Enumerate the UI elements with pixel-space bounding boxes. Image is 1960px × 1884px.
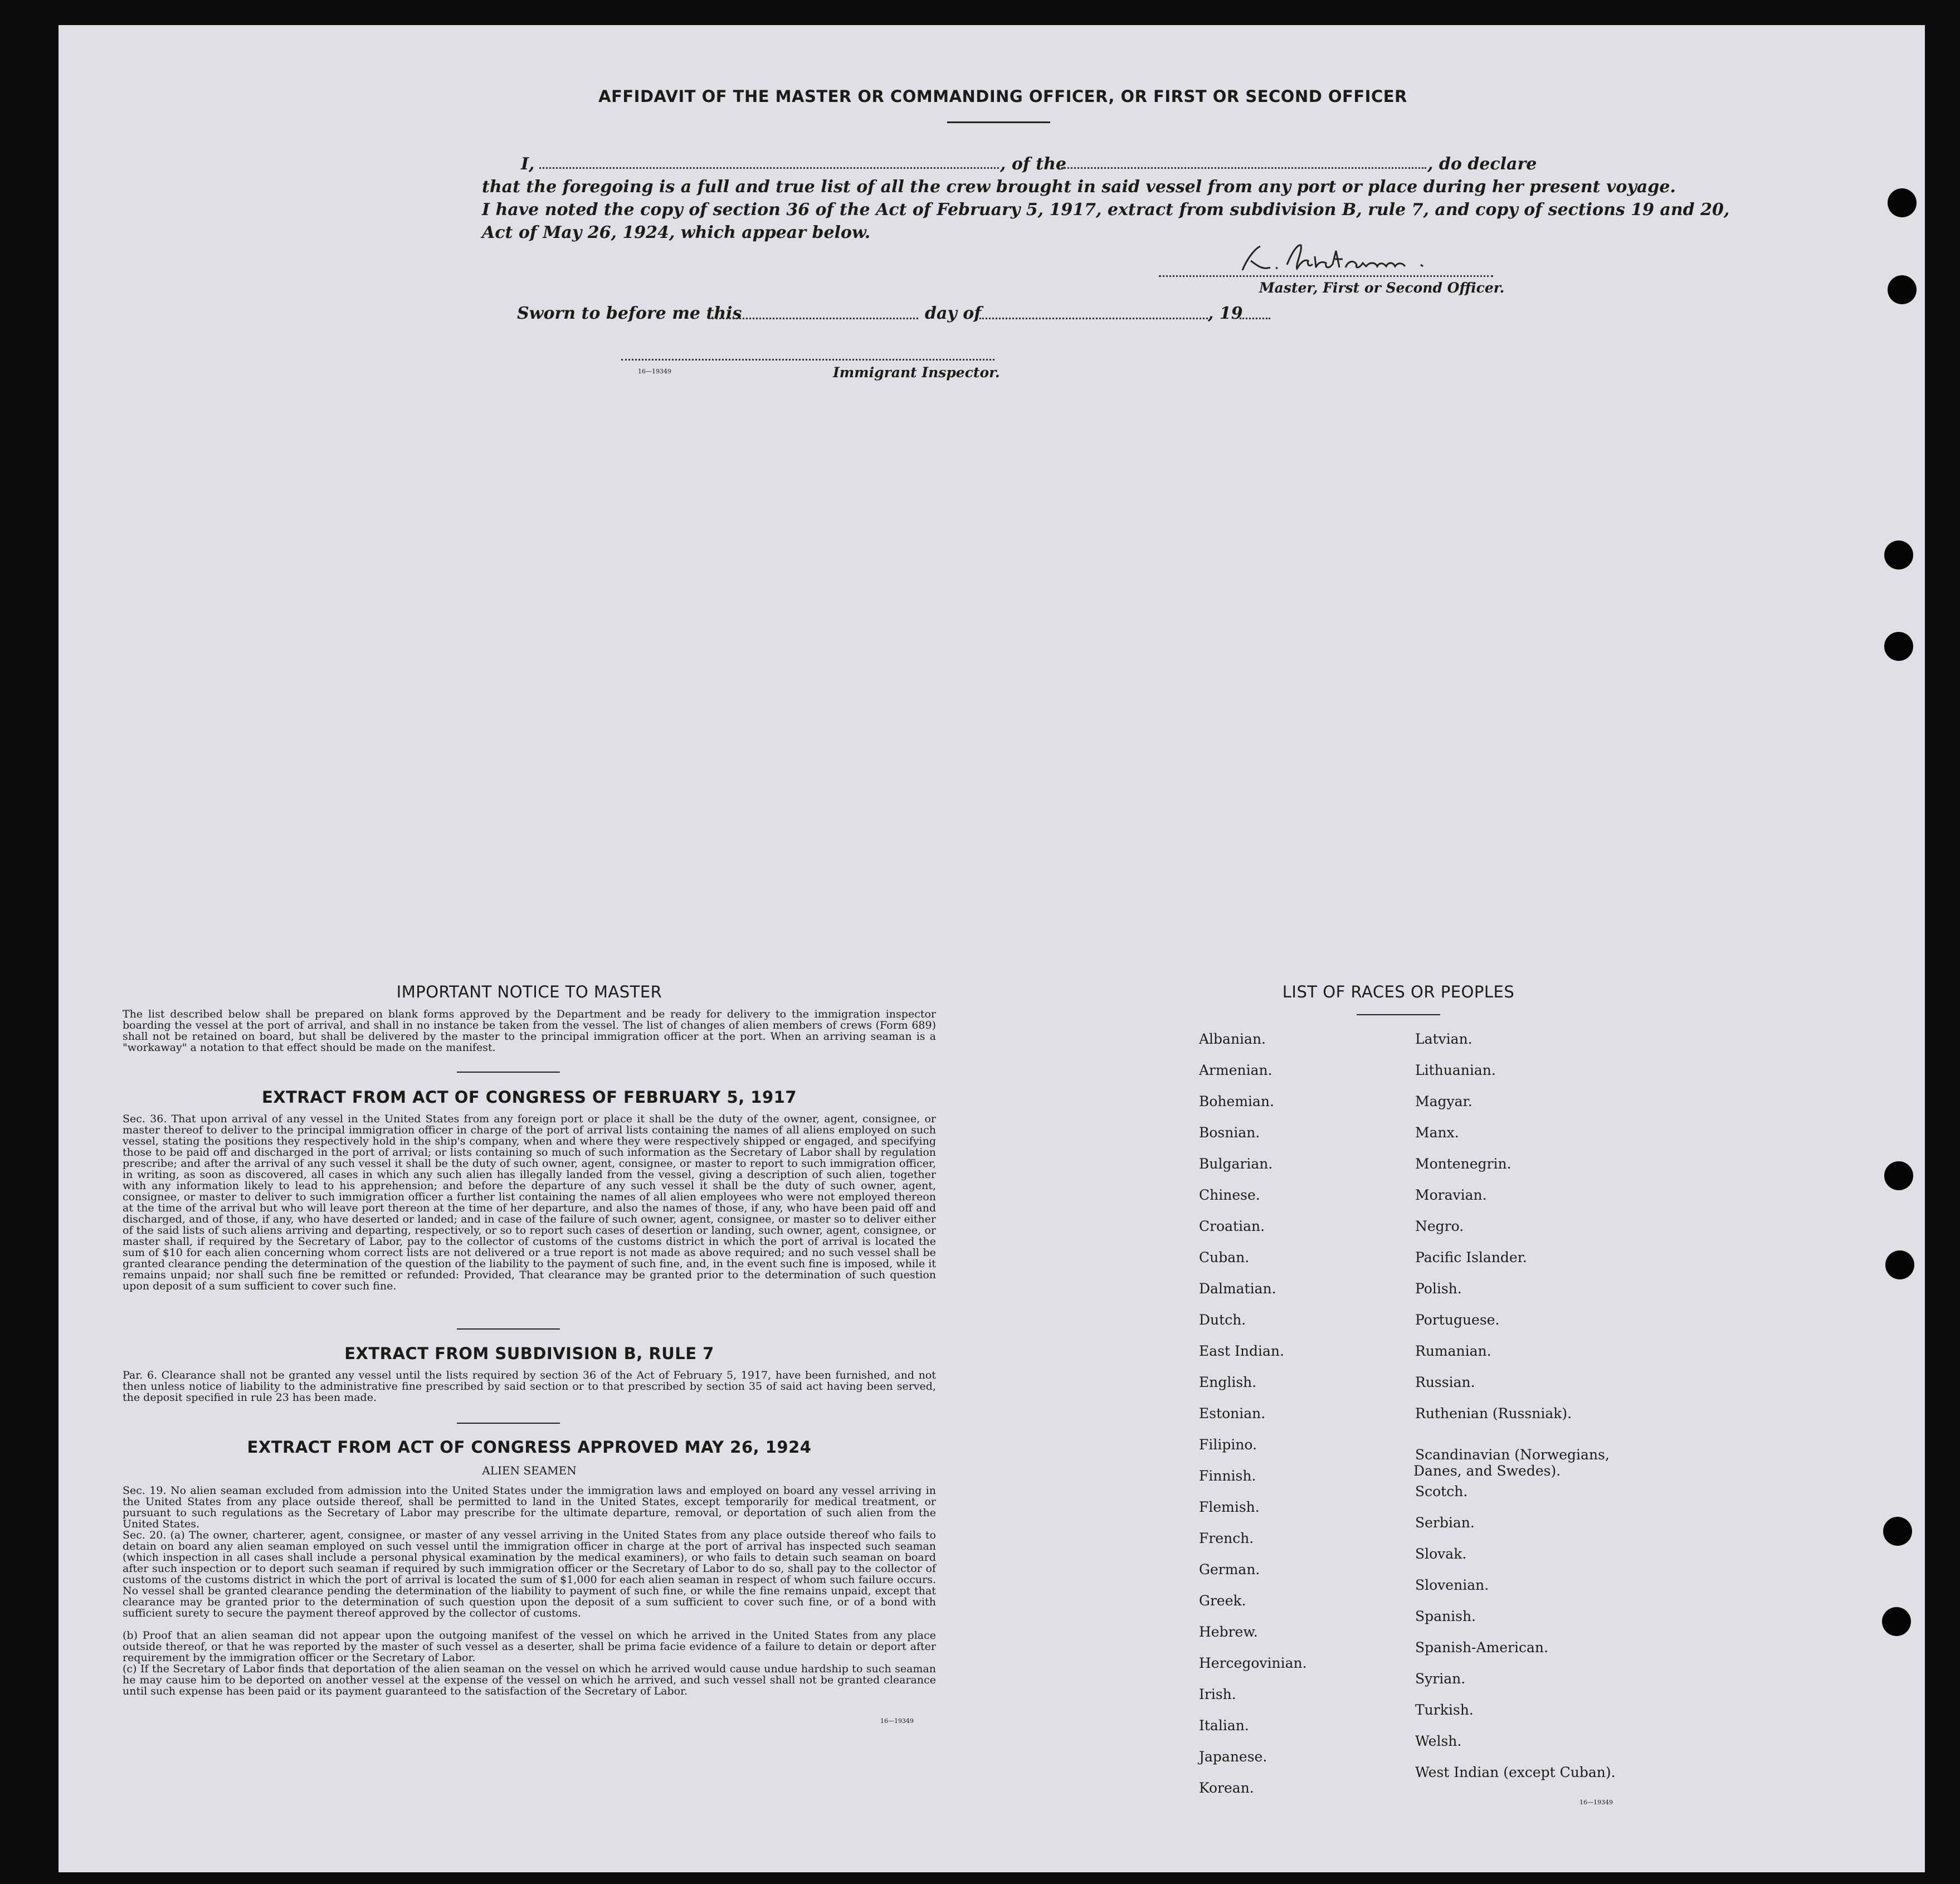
race-item: Dutch.: [1199, 1312, 1246, 1328]
race-item: Estonian.: [1199, 1405, 1266, 1421]
race-item: Syrian.: [1415, 1671, 1466, 1687]
race-item: Bohemian.: [1199, 1093, 1274, 1109]
race-item: Finnish.: [1199, 1468, 1256, 1484]
affidavit-line-3: I have noted the copy of section 36 of the Act of February 5, 1917, extract from subdivision B, rule 7, and copy of sections 19 and 20,: [482, 200, 1730, 220]
extract-form-code: 16—19349: [880, 1717, 914, 1725]
rule7-divider: [457, 1423, 560, 1424]
race-item: Portuguese.: [1415, 1312, 1500, 1328]
master-signature: [1159, 240, 1504, 284]
extract-1917-divider: [457, 1328, 560, 1330]
race-item: Montenegrin.: [1415, 1156, 1512, 1172]
signature-caption: Master, First or Second Officer.: [1259, 280, 1505, 296]
of-the-label: , of the: [1000, 154, 1067, 174]
race-item: Croatian.: [1199, 1218, 1265, 1234]
race-item: Russian.: [1415, 1374, 1475, 1390]
race-item: English.: [1199, 1374, 1257, 1390]
extract-1924-sec20c: (c) If the Secretary of Labor finds that deportation of the alien seaman on the vessel on which he arrived would cause undue hardship to such seaman he may cause him to be deported on another vessel at the expense of the vessel on which he arrived, and such vessel shall not be granted clearance until such expense has been paid or its payment guaranteed to the satisfaction of the Secretary of Labor.: [123, 1663, 936, 1697]
race-item: Rumanian.: [1415, 1343, 1491, 1359]
race-item: Korean.: [1199, 1780, 1254, 1796]
race-item: Albanian.: [1199, 1031, 1266, 1047]
race-item: Latvian.: [1415, 1031, 1473, 1047]
title-divider: [947, 121, 1050, 123]
binder-hole: [1888, 275, 1917, 304]
inspector-caption: Immigrant Inspector.: [833, 364, 1000, 381]
extract-1924-sec20a: Sec. 20. (a) The owner, charterer, agent, consignee, or master of any vessel arriving in the United States from any place outside thereof who fails to detain on board any alien seaman employed on such vessel until the immigration officer in charge at the port of arrival has inspected such seaman (which inspection in all cases shall include a personal physical examination by the medical examiners), or who fails to detain such seaman on board after such inspection or to deport such seaman if required by such immigration officer or the Secretary of Labor to do so, shall pay to the collector of customs of the customs district in which the port of arrival is located the sum of $1,000 for each alien seaman in respect of whom such failure occurs. No vessel shall be granted clearance pending the determination of the liability to payment of such fine, or while the fine remains unpaid, except that clearance may be granted prior to the determination of such question upon the deposit of a sum sufficient to cover such fine, or of a bond with sufficient surety to secure the payment thereof approved by the collector of customs.: [123, 1529, 936, 1619]
race-item: Polish.: [1415, 1281, 1462, 1297]
extract-1924-sec20b: (b) Proof that an alien seaman did not appear upon the outgoing manifest of the vessel on which he arrived in the United States from any place outside thereof, or that he was reported by the master of such vessel as a deserter, shall be prima facie evidence of a failure to detain or deport after requirement by the immigration officer or the Secretary of Labor.: [123, 1629, 936, 1664]
binder-hole: [1884, 541, 1913, 569]
race-item: Lithuanian.: [1415, 1062, 1496, 1078]
race-item: Hercegovinian.: [1199, 1655, 1307, 1671]
race-item: Ruthenian (Russniak).: [1415, 1405, 1572, 1421]
vessel-blank-line: [1061, 167, 1426, 169]
race-item: Negro.: [1415, 1218, 1464, 1234]
race-item: Manx.: [1415, 1124, 1459, 1141]
signature-line: [1159, 275, 1493, 277]
sworn-day-blank: [712, 318, 918, 319]
sworn-label: Sworn to before me this: [517, 304, 742, 323]
race-item: Slovak.: [1415, 1546, 1467, 1562]
binder-hole: [1885, 1250, 1914, 1279]
race-item: West Indian (except Cuban).: [1415, 1764, 1616, 1780]
binder-hole: [1883, 1517, 1912, 1546]
race-item: Magyar.: [1415, 1093, 1473, 1109]
race-item: Bulgarian.: [1199, 1156, 1273, 1172]
race-item: Scandinavian (Norwegians,: [1415, 1447, 1610, 1463]
binder-hole: [1882, 1607, 1911, 1636]
race-item: Filipino.: [1199, 1437, 1257, 1453]
races-form-code: 16—19349: [1579, 1799, 1613, 1806]
race-item: Scotch.: [1415, 1483, 1468, 1500]
affidavit-title: AFFIDAVIT OF THE MASTER OR COMMANDING OFFICER, OR FIRST OR SECOND OFFICER: [598, 87, 1407, 106]
form-code: 16—19349: [638, 368, 671, 375]
race-scandinavian-cont: Danes, and Swedes).: [1413, 1463, 1561, 1479]
affidavit-i-label: I,: [521, 154, 535, 174]
race-item: Serbian.: [1415, 1515, 1475, 1531]
race-item: Pacific Islander.: [1415, 1249, 1527, 1265]
binder-hole: [1888, 188, 1917, 217]
inspector-signature-line: [621, 359, 994, 361]
notice-title: IMPORTANT NOTICE TO MASTER: [396, 982, 662, 1001]
extract-1924-subtitle: ALIEN SEAMEN: [482, 1464, 577, 1477]
rule7-body: Par. 6. Clearance shall not be granted any vessel until the lists required by section 36 of the Act of February 5, 1917, have been furnished, and not then unless notice of liability to the administrative fine prescribed by said section or to that prescribed by section 35 of said act having been served, the deposit specified in rule 23 has been made.: [123, 1369, 936, 1404]
race-item: Armenian.: [1199, 1062, 1272, 1078]
race-item: German.: [1199, 1561, 1260, 1578]
race-item: Cuban.: [1199, 1249, 1250, 1265]
name-blank-line: [539, 167, 999, 169]
race-item: Greek.: [1199, 1593, 1246, 1609]
race-item: Slovenian.: [1415, 1577, 1489, 1593]
race-item: Spanish.: [1415, 1608, 1476, 1624]
race-item: Bosnian.: [1199, 1124, 1260, 1141]
race-item: Spanish-American.: [1415, 1639, 1548, 1656]
race-item: Irish.: [1199, 1686, 1236, 1702]
race-item: Dalmatian.: [1199, 1281, 1276, 1297]
notice-divider: [457, 1072, 560, 1073]
day-of-label: day of: [925, 304, 982, 323]
do-declare-label: , do declare: [1427, 154, 1537, 174]
race-item: East Indian.: [1199, 1343, 1284, 1359]
race-item: French.: [1199, 1530, 1254, 1546]
race-item: Moravian.: [1415, 1187, 1487, 1203]
affidavit-line-4: Act of May 26, 1924, which appear below.: [482, 223, 871, 242]
race-item: Japanese.: [1199, 1749, 1267, 1765]
race-item: Chinese.: [1199, 1187, 1260, 1203]
race-item: Welsh.: [1415, 1733, 1462, 1749]
extract-1924-sec19: Sec. 19. No alien seaman excluded from admission into the United States under the immigration laws and employed on board any vessel arriving in the United States from any place outside thereof, shall be permitted to land in the United States, except temporarily for medical treatment, or pursuant to such regulations as the Secretary of Labor may prescribe for the ultimate departure, removal, or deportation of such alien from the United States.: [123, 1484, 936, 1530]
affidavit-line-2: that the foregoing is a full and true list of all the crew brought in said vessel from any port or place during her present voyage.: [482, 177, 1676, 197]
races-title: LIST OF RACES OR PEOPLES: [1282, 982, 1515, 1001]
notice-body: The list described below shall be prepared on blank forms approved by the Department and be ready for delivery to the immigration inspector boarding the vessel at the port of arrival, and shall in no instance be taken from the vessel. The list of changes of alien members of crews (Form 689) shall not be retained on board, but shall be delivered by the master to the principal immigration officer at the port. When an arriving seaman is a "workaway" a notation to that effect should be made on the manifest.: [123, 1008, 936, 1054]
binder-hole: [1884, 1161, 1913, 1190]
race-item: Flemish.: [1199, 1499, 1260, 1515]
sworn-month-blank: [979, 318, 1208, 319]
race-item: Hebrew.: [1199, 1624, 1258, 1640]
extract-1924-title: EXTRACT FROM ACT OF CONGRESS APPROVED MAY 26, 1924: [247, 1438, 812, 1457]
extract-1917-title: EXTRACT FROM ACT OF CONGRESS OF FEBRUARY 5, 1917: [261, 1088, 797, 1107]
binder-hole: [1884, 632, 1913, 661]
year-label: , 19: [1208, 304, 1243, 323]
rule7-title: EXTRACT FROM SUBDIVISION B, RULE 7: [344, 1344, 714, 1363]
race-item: Turkish.: [1415, 1702, 1474, 1718]
sworn-year-blank: [1240, 318, 1270, 319]
race-item: Italian.: [1199, 1717, 1249, 1734]
races-divider: [1357, 1014, 1440, 1015]
extract-1917-body: Sec. 36. That upon arrival of any vessel in the United States from any foreign port or place it shall be the duty of the owner, agent, consignee, or master thereof to deliver to the principal immigration officer in charge of the port of arrival lists containing the names of all aliens employed on such vessel, stating the positions they respectively hold in the ship's company, when and where they were respectively shipped or engaged, and specifying those to be paid off and discharged in the port of arrival; or lists containing so much of such information as the Secretary of Labor shall by regulation prescribe; and after the arrival of any such vessel it shall be the duty of such owner, agent, consignee, or master to report to such immigration officer, in writing, as soon as discovered, all cases in which any such alien has illegally landed from the vessel, giving a description of such alien, together with any information likely to lead to his apprehension; and before the departure of any such vessel it shall be the duty of such owner, agent, consignee, or master to deliver to such immigration officer a further list containing the names of all alien employees who were not employed thereon at the time of the arrival but who will leave port thereon at the time of her departure, and also the names of those, if any, who have been paid off and discharged, and of those, if any, who have deserted or landed; and in case of the failure of such owner, agent, consignee, or master so to deliver either of the said lists of such aliens arriving and departing, respectively, or so to report such cases of desertion or landing, such owner, agent, consignee, or master shall, if required by the Secretary of Labor, pay to the collector of customs of the customs district in which the port of arrival is located the sum of $10 for each alien concerning whom correct lists are not delivered or a true report is not made as above required; and no such vessel shall be granted clearance pending the determination of the question of the liability to the payment of such fine, and, in the event such fine is imposed, while it remains unpaid; nor shall such fine be remitted or refunded: Provided, That clearance may be granted prior to the determination of such question upon deposit of a sum sufficient to cover such fine.: [123, 1113, 936, 1292]
